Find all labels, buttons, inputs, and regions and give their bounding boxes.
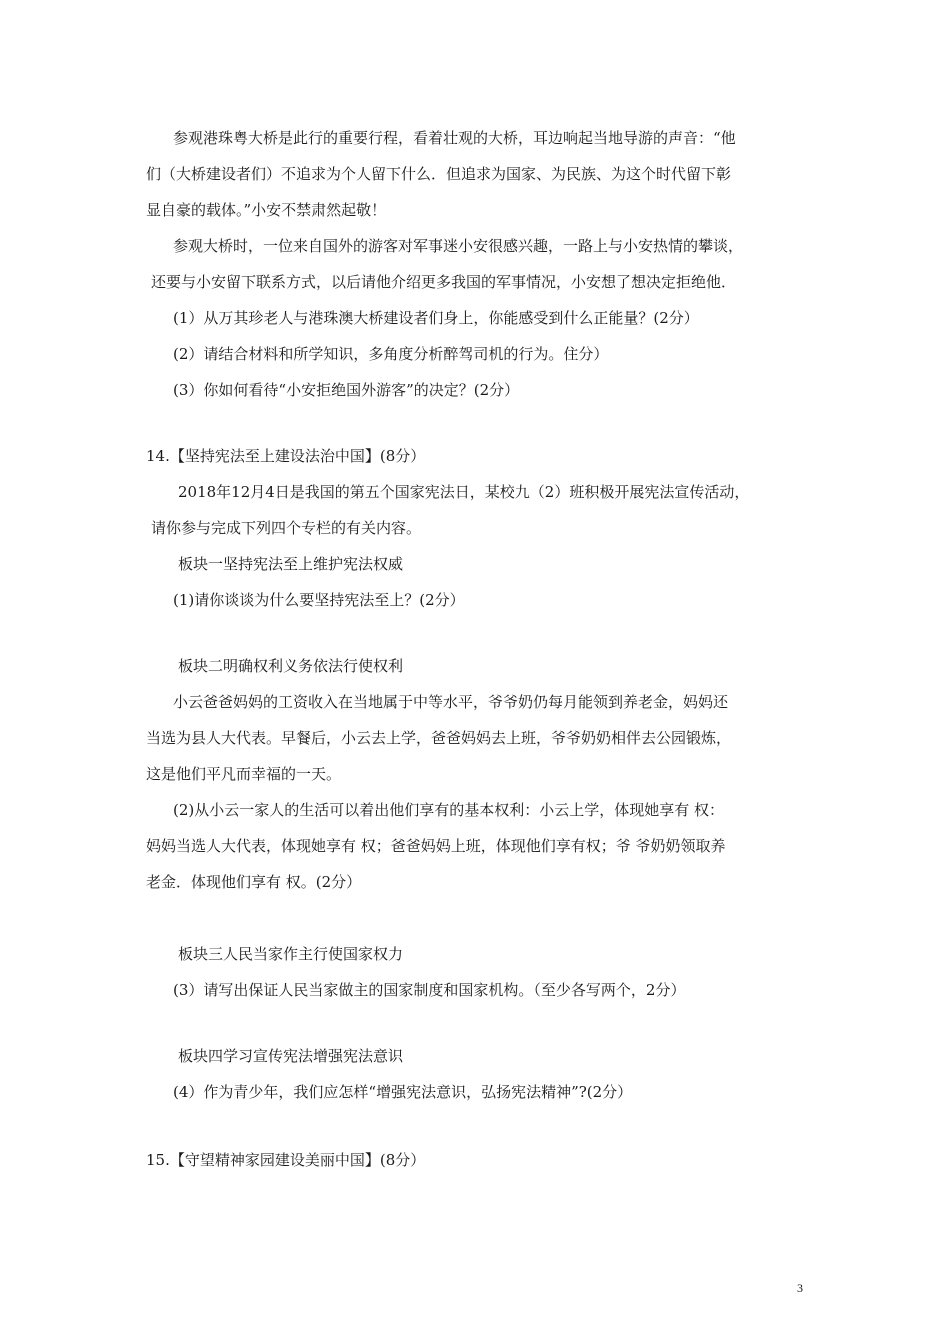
question-15-title: 15.【守望精神家园建设美丽中国】(8分）	[146, 1151, 426, 1169]
page-number: 3	[797, 1281, 803, 1295]
question-13-3: (3）你如何看待“小安拒绝国外游客”的决定？(2分）	[173, 381, 520, 399]
question-14-3: (3）请写出保证人民当家做主的国家制度和国家机构。（至少各写两个，2分）	[173, 981, 686, 999]
text-line: 参观大桥时，一位来自国外的游客对军事迷小安很感兴趣，一路上与小安热情的攀谈，	[173, 237, 744, 255]
section-2-title: 板块二明确权利义务依法行使权利	[178, 657, 404, 675]
text-line: 这是他们平凡而幸福的一天。	[146, 765, 342, 783]
section-3-title: 板块三人民当家作主行使国家权力	[178, 945, 404, 963]
text-line: 当选为县人大代表。早餐后，小云去上学，爸爸妈妈去上班，爷爷奶奶相伴去公园锻炼，	[146, 729, 732, 747]
question-14-2: (2)从小云一家人的生活可以着出他们享有的基本权利：小云上学，体现她享有 权：	[173, 801, 725, 819]
text-line: 2018年12月4日是我国的第五个国家宪法日，某校九（2）班积极开展宪法宣传活动，	[178, 483, 750, 501]
text-line: 小云爸爸妈妈的工资收入在当地属于中等水平，爷爷奶仍每月能领到养老金，妈妈还	[173, 693, 729, 711]
text-line: 还要与小安留下联系方式，以后请他介绍更多我国的军事情况，小安想了想决定拒绝他．	[151, 273, 737, 291]
text-line: 请你参与完成下列四个专栏的有关内容。	[151, 519, 422, 537]
text-line: 们（大桥建设者们）不追求为个人留下什么．但追求为国家、为民族、为这个时代留下彰	[146, 165, 732, 183]
question-14-4: (4）作为青少年，我们应怎样“增强宪法意识，弘扬宪法精神”?(2分）	[173, 1083, 633, 1101]
text-line: 参观港珠粤大桥是此行的重要行程，看着壮观的大桥，耳边响起当地导游的声音：“他	[173, 129, 736, 147]
section-1-title: 板块一坚持宪法至上维护宪法权威	[178, 555, 404, 573]
question-13-1: (1）从万其珍老人与港珠澳大桥建设者们身上，你能感受到什么正能量？(2分）	[173, 309, 699, 327]
text-line: 老金．体现他们享有 权。(2分）	[146, 873, 362, 891]
section-4-title: 板块四学习宣传宪法增强宪法意识	[178, 1047, 404, 1065]
text-line: 显自豪的载体。”小安不禁肃然起敬！	[146, 201, 387, 219]
question-14-title: 14.【坚持宪法至上建设法治中国】(8分）	[146, 447, 426, 465]
text-line: 妈妈当选人大代表，体现她享有 权；爸爸妈妈上班，体现他们享有权；爷 爷奶奶领取养	[146, 837, 726, 855]
question-13-2: (2）请结合材料和所学知识，多角度分析醉驾司机的行为。住分）	[173, 345, 609, 363]
question-14-1: (1)请你谈谈为什么要坚持宪法至上？(2分）	[173, 591, 465, 609]
